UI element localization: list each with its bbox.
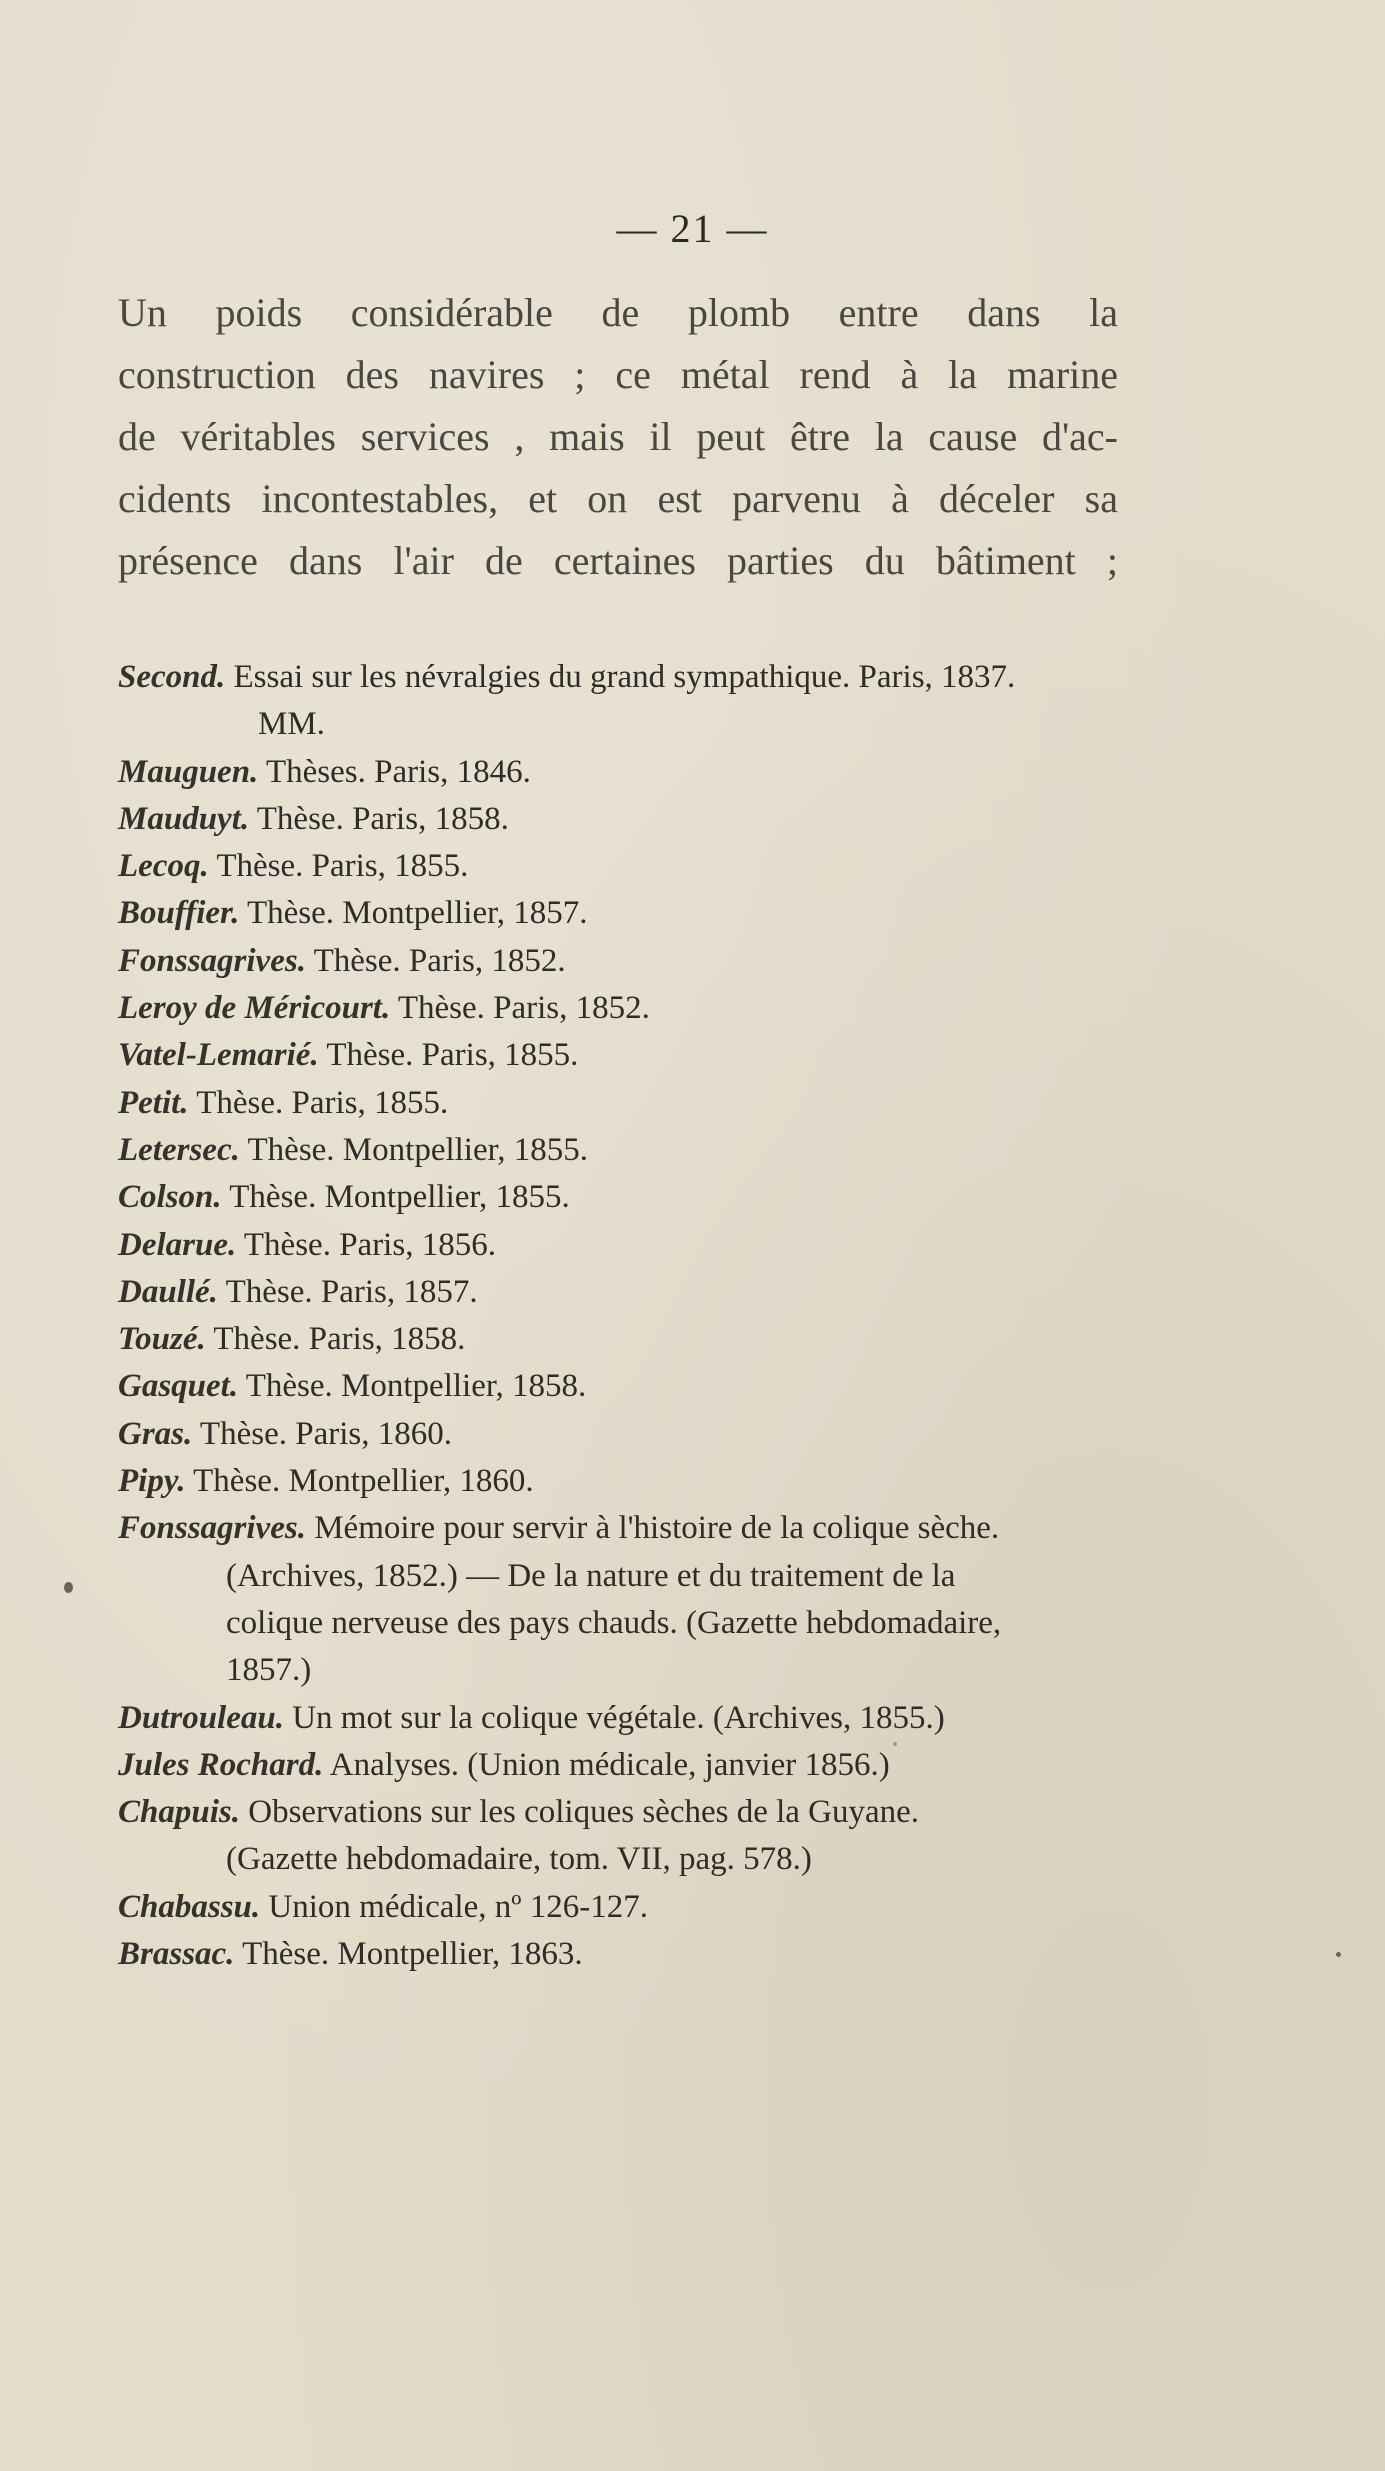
reference-author: Pipy.	[118, 1463, 186, 1500]
reference-entry	[118, 985, 1118, 1032]
reference-text: Thèse. Paris, 1857.	[217, 1273, 478, 1310]
page-number: — 21 —	[616, 206, 769, 251]
reference-entry	[118, 1032, 1118, 1079]
reference-entry	[118, 1884, 1118, 1931]
reference-continuation: colique nerveuse des pays chauds. (Gazette hebdomadaire,	[226, 1604, 1002, 1641]
reference-text: Thèse. Montpellier, 1855.	[239, 1131, 589, 1168]
reference-author: Lecoq.	[118, 848, 209, 885]
reference-author: Brassac.	[118, 1936, 235, 1973]
reference-text: Thèses. Paris, 1846.	[258, 753, 531, 790]
intro-line: cidents incontestables, et on est parvenu à déceler sa	[118, 476, 1118, 521]
reference-continuation: (Archives, 1852.) — De la nature et du traitement de la	[226, 1557, 956, 1594]
paper-speck	[893, 1742, 897, 1746]
reference-text: Thèse. Montpellier, 1858.	[238, 1368, 587, 1405]
reference-text: Thèse. Paris, 1860.	[192, 1415, 452, 1452]
reference-text: Thèse. Montpellier, 1863.	[234, 1936, 583, 1973]
reference-list	[118, 654, 1118, 1978]
reference-text: Thèse. Paris, 1855.	[318, 1037, 579, 1074]
reference-text: Thèse. Paris, 1852.	[305, 942, 566, 979]
reference-text: Thèse. Paris, 1858.	[249, 800, 509, 837]
reference-author: Daullé.	[118, 1273, 218, 1310]
reference-author: Dutrouleau.	[118, 1699, 284, 1736]
reference-author: Petit.	[118, 1084, 189, 1121]
reference-author: Mauguen.	[118, 753, 259, 790]
reference-text: Thèse. Montpellier, 1855.	[221, 1179, 570, 1216]
reference-entry	[118, 796, 1118, 843]
reference-author: Second.	[118, 659, 226, 695]
reference-author: Letersec.	[118, 1131, 240, 1168]
reference-text: Un mot sur la colique végétale. (Archives, 1855.)	[283, 1699, 945, 1736]
reference-text: Analyses. (Union médicale, janvier 1856.)	[323, 1746, 890, 1783]
reference-entry	[118, 749, 1118, 796]
reference-entry	[118, 1695, 1118, 1742]
intro-line: Un poids considérable de plomb entre dans la	[118, 290, 1118, 335]
reference-entry	[118, 1363, 1118, 1410]
paper-speck	[64, 1582, 73, 1593]
reference-text: Thèse. Montpellier, 1860.	[185, 1463, 534, 1500]
reference-text: Union médicale, nº 126-127.	[260, 1888, 648, 1925]
reference-continuation: (Gazette hebdomadaire, tom. VII, pag. 578.)	[226, 1841, 812, 1878]
reference-author: Jules Rochard.	[118, 1746, 324, 1783]
reference-entry	[118, 938, 1118, 985]
reference-entry	[118, 1174, 1118, 1221]
reference-entry	[118, 654, 1118, 749]
reference-entry	[118, 1269, 1118, 1316]
reference-author: Chabassu.	[118, 1888, 261, 1925]
intro-line: de véritables services , mais il peut être la cause d'ac-	[118, 414, 1118, 459]
reference-author: Delarue.	[118, 1226, 237, 1263]
reference-author: Gras.	[118, 1415, 193, 1452]
reference-entry	[118, 1458, 1118, 1505]
reference-author: Leroy de Méricourt.	[118, 990, 391, 1027]
reference-text: Thèse. Montpellier, 1857.	[239, 895, 588, 932]
reference-text: Observations sur les coliques sèches de la Guyane.	[239, 1794, 920, 1831]
reference-author: Mauduyt.	[118, 800, 250, 837]
reference-text: Mémoire pour servir à l'histoire de la colique sèche.	[305, 1510, 1000, 1547]
reference-text: Thèse. Paris, 1855.	[188, 1084, 449, 1121]
intro-paragraph	[118, 282, 1118, 592]
reference-author: Fonssagrives.	[118, 1510, 306, 1547]
reference-author: Touzé.	[118, 1321, 206, 1358]
reference-author: Fonssagrives.	[118, 942, 306, 979]
reference-continuation: MM.	[258, 706, 325, 743]
reference-entry	[118, 843, 1118, 890]
reference-text: Thèse. Paris, 1856.	[236, 1226, 496, 1263]
intro-line: construction des navires ; ce métal rend à la marine	[118, 352, 1118, 397]
reference-author: Gasquet.	[118, 1368, 239, 1405]
reference-text: Thèse. Paris, 1858.	[205, 1321, 466, 1358]
reference-entry	[118, 1411, 1118, 1458]
reference-entry	[118, 1222, 1118, 1269]
reference-entry	[118, 1931, 1118, 1978]
reference-entry	[118, 1505, 1118, 1694]
reference-entry	[118, 1080, 1118, 1127]
reference-entry	[118, 1742, 1118, 1789]
reference-text: Thèse. Paris, 1852.	[390, 990, 650, 1027]
reference-entry	[118, 890, 1118, 937]
reference-entry	[118, 1316, 1118, 1363]
paper-speck	[1336, 1952, 1341, 1957]
reference-author: Colson.	[118, 1179, 222, 1216]
reference-author: Vatel-Lemarié.	[118, 1037, 319, 1074]
reference-author: Chapuis.	[118, 1794, 240, 1831]
reference-text: Thèse. Paris, 1855.	[208, 848, 469, 885]
reference-continuation: 1857.)	[226, 1652, 312, 1689]
reference-text: Essai sur les névralgies du grand sympathique. Paris, 1837.	[225, 659, 1016, 695]
intro-line: présence dans l'air de certaines parties du bâtiment ;	[118, 538, 1118, 583]
reference-entry	[118, 1127, 1118, 1174]
reference-author: Bouffier.	[118, 895, 240, 932]
reference-entry	[118, 1789, 1118, 1884]
